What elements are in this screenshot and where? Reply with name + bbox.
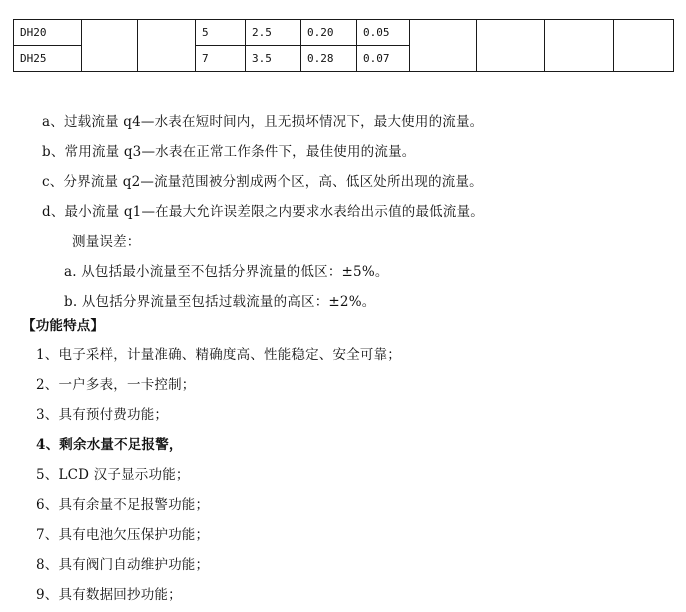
definition-b: b、常用流量 q3—水表在正常工作条件下，最佳使用的流量。 — [42, 144, 416, 160]
table-cell: 5 — [196, 20, 246, 46]
feature-item: 5、LCD 汉子显示功能； — [36, 467, 190, 483]
table-cell: 0.20 — [301, 20, 357, 46]
feature-item: 2、一户多表，一卡控制； — [36, 377, 196, 393]
error-low-zone: a. 从包括最小流量至不包括分界流量的低区：±5%。 — [64, 264, 389, 280]
feature-item: 8、具有阀门自动维护功能； — [36, 557, 210, 573]
table-cell-merged — [410, 20, 477, 72]
feature-item: 9、具有数据回抄功能； — [36, 587, 182, 603]
error-heading: 测量误差： — [72, 234, 141, 250]
table-cell-merged — [477, 20, 545, 72]
feature-item: 7、具有电池欠压保护功能； — [36, 527, 210, 543]
spec-table — [13, 19, 674, 72]
table-cell-merged — [614, 20, 674, 72]
definition-a: a、过载流量 q4—水表在短时间内，且无损坏情况下，最大使用的流量。 — [42, 114, 484, 130]
feature-item: 1、电子采样，计量准确、精确度高、性能稳定、安全可靠； — [36, 347, 401, 363]
table-cell: 7 — [196, 46, 246, 72]
feature-item: 3、具有预付费功能； — [36, 407, 169, 423]
table-cell-merged — [138, 20, 196, 72]
table-cell-merged — [82, 20, 138, 72]
table-cell-model: DH25 — [14, 46, 82, 72]
definition-c: c、分界流量 q2—流量范围被分割成两个区，高、低区处所出现的流量。 — [42, 174, 483, 190]
table-cell: 0.28 — [301, 46, 357, 72]
feature-item: 4、剩余水量不足报警， — [36, 437, 183, 453]
table-cell-model: DH20 — [14, 20, 82, 46]
table-cell: 3.5 — [246, 46, 301, 72]
definition-d: d、最小流量 q1—在最大允许误差限之内要求水表给出示值的最低流量。 — [42, 204, 484, 220]
features-heading: 【功能特点】 — [22, 318, 105, 334]
feature-item: 6、具有余量不足报警功能； — [36, 497, 210, 513]
table-cell: 0.05 — [357, 20, 410, 46]
error-high-zone: b. 从包括分界流量至包括过载流量的高区：±2%。 — [64, 294, 376, 310]
table-row — [14, 20, 674, 46]
table-cell: 0.07 — [357, 46, 410, 72]
table-cell-merged — [545, 20, 614, 72]
table-cell: 2.5 — [246, 20, 301, 46]
